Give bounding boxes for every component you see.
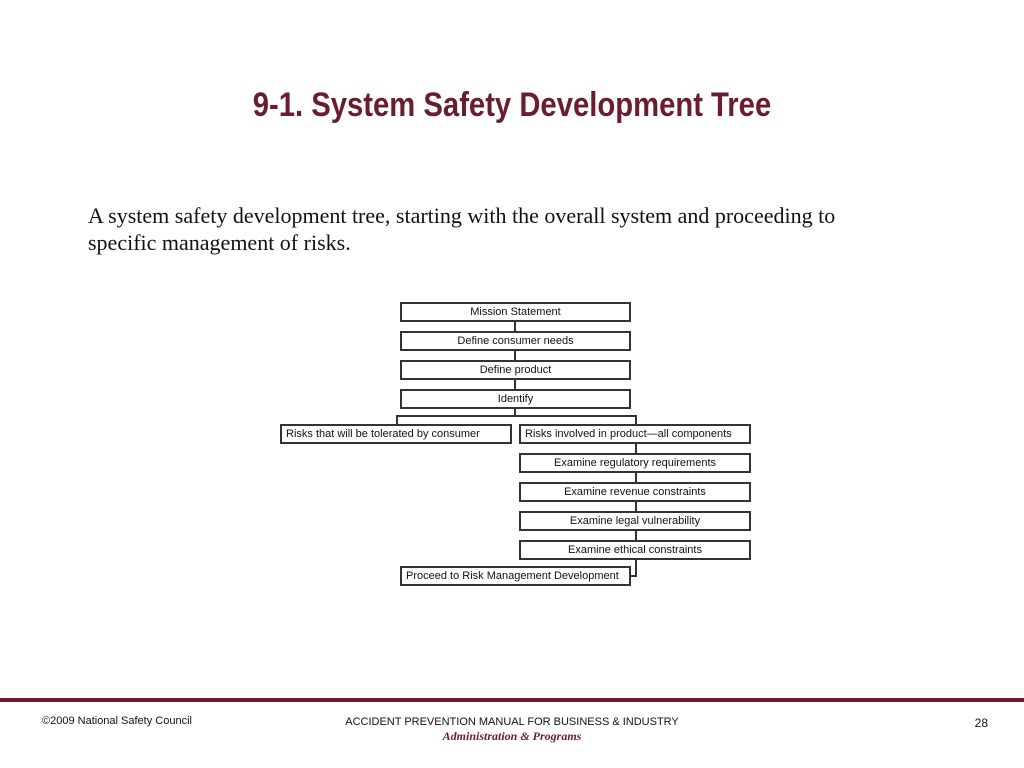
footer-manual-subtitle: Administration & Programs (442, 729, 582, 743)
node-risks-involved: Risks involved in product—all components (519, 424, 751, 444)
footer-copyright: ©2009 National Safety Council (42, 715, 192, 727)
node-examine-legal: Examine legal vulnerability (519, 511, 751, 531)
node-identify: Identify (400, 389, 631, 409)
node-mission-statement: Mission Statement (400, 302, 631, 322)
page-number: 28 (974, 716, 988, 730)
node-examine-revenue: Examine revenue constraints (519, 482, 751, 502)
footer-divider (0, 698, 1024, 702)
node-define-product: Define product (400, 360, 631, 380)
slide-title: 9-1. System Safety Development Tree (252, 86, 772, 124)
node-examine-ethical: Examine ethical constraints (519, 540, 751, 560)
node-risks-tolerated: Risks that will be tolerated by consumer (280, 424, 512, 444)
slide-caption: A system safety development tree, starting with the overall system and proceeding to specific management of risks. (88, 203, 836, 255)
node-proceed-risk-management: Proceed to Risk Management Development (400, 566, 631, 586)
footer-manual-title: ACCIDENT PREVENTION MANUAL FOR BUSINESS & INDUSTRY (345, 716, 679, 728)
node-examine-regulatory: Examine regulatory requirements (519, 453, 751, 473)
connector-branch-horizontal (396, 415, 637, 417)
footer-center (262, 715, 762, 743)
node-define-consumer-needs: Define consumer needs (400, 331, 631, 351)
